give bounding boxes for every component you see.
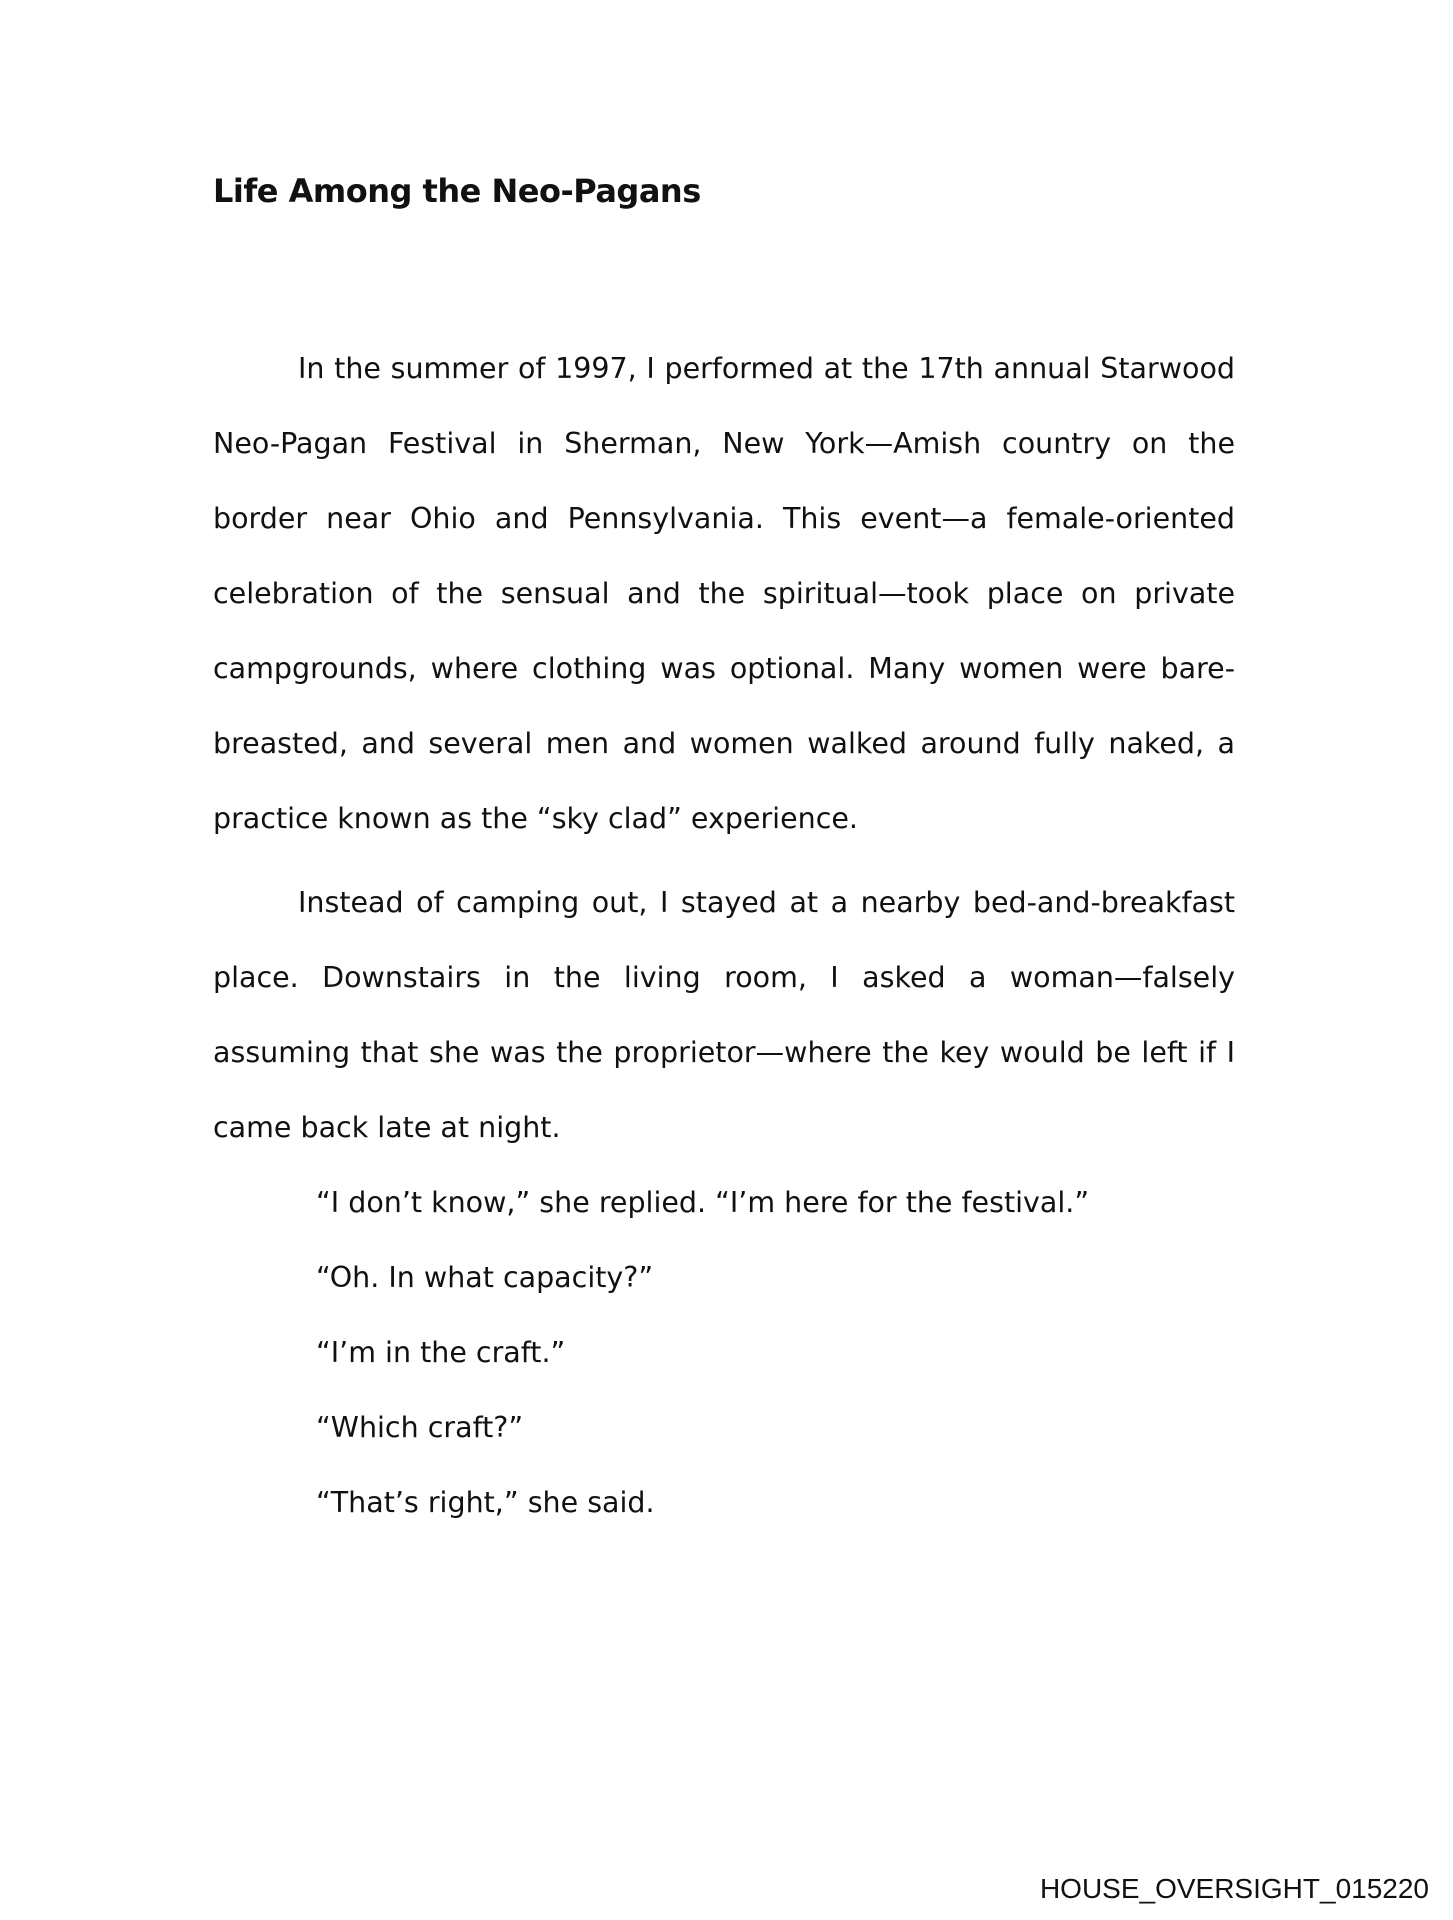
page-title: Life Among the Neo-Pagans bbox=[213, 172, 701, 210]
dialogue-line-5: “That’s right,” she said. bbox=[316, 1486, 655, 1519]
body-paragraph-1: In the summer of 1997, I performed at the 17th annual Starwood Neo-Pagan Festival in Sherman, New York—Amish country on the border near Ohio and Pennsylvania. This event—a female-oriented celebration of the sensual and the spiritual—took place on private campgrounds, where clothing was optional. Many women were bare-breasted, and several men and women walked around fully naked, a practice known as the “sky clad” experience. bbox=[213, 352, 1235, 835]
body-paragraph-2: Instead of camping out, I stayed at a nearby bed-and-breakfast place. Downstairs in the living room, I asked a woman—falsely assuming that she was the proprietor—where the key would be left if I came back late at night. bbox=[213, 886, 1235, 1144]
dialogue-line-2: “Oh. In what capacity?” bbox=[316, 1261, 654, 1294]
document-id-stamp: HOUSE_OVERSIGHT_015220 bbox=[1039, 1873, 1429, 1904]
dialogue-line-3: “I’m in the craft.” bbox=[316, 1336, 566, 1369]
dialogue-line-1: “I don’t know,” she replied. “I’m here for the festival.” bbox=[316, 1186, 1090, 1219]
dialogue-line-4: “Which craft?” bbox=[316, 1411, 524, 1444]
